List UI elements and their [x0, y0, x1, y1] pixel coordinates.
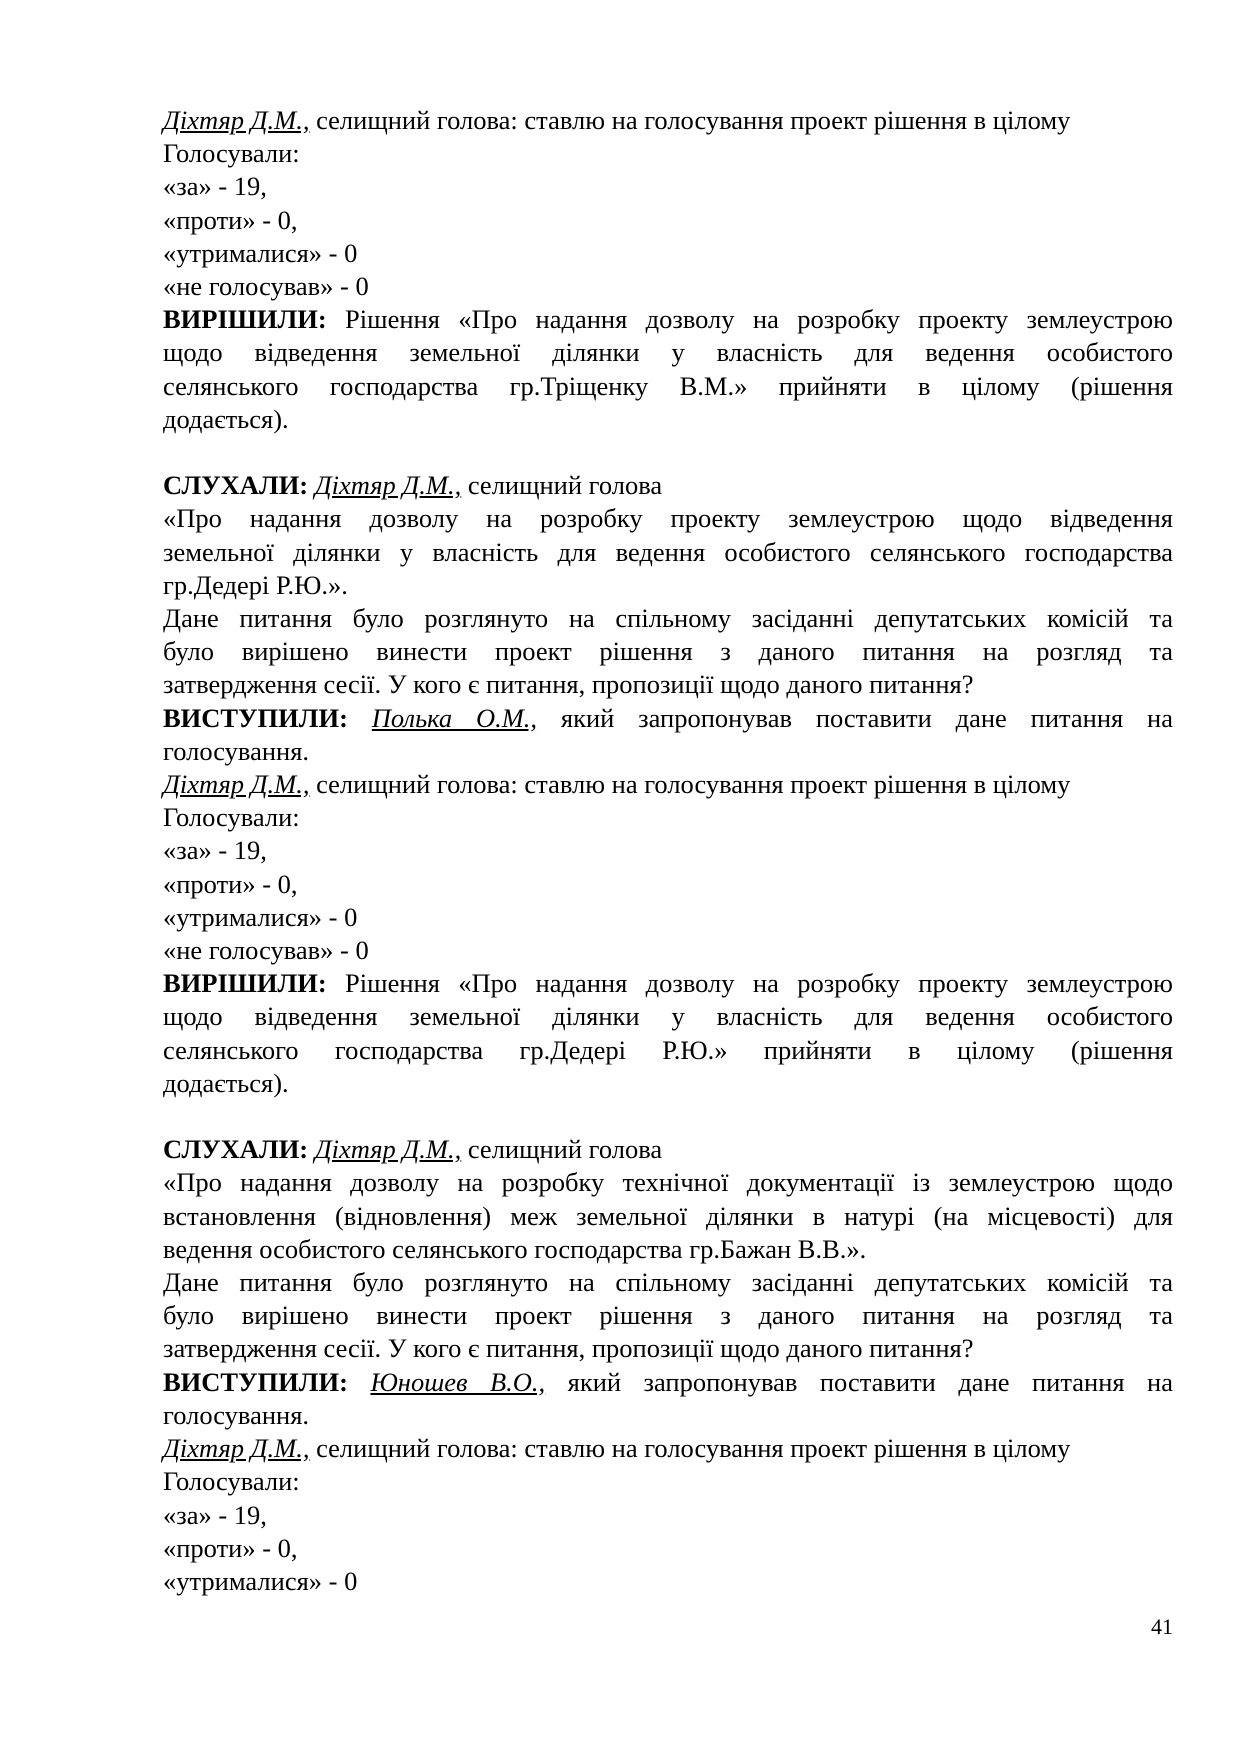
vote-abstained: «утрималися» - 0 [163, 237, 358, 268]
decision-line-2: щодо відведення земельної ділянки у власність для ведення особистого [163, 1001, 1173, 1032]
heard-name: Діхтяр Д.М., [314, 1134, 462, 1165]
decided-label: ВИРІШИЛИ: [163, 304, 327, 335]
review-line-1: Дане питання було розглянуто на спільному засіданні депутатських комісій та [163, 1267, 1173, 1298]
topic-line-1: «Про надання дозволу на розробку технічної документації із землеустрою щодо [163, 1167, 1173, 1198]
spoke-line-2: голосування. [163, 735, 310, 766]
vote-for: «за» - 19, [163, 1499, 267, 1530]
decision-line-3: селянського господарства гр.Дедері Р.Ю.» прийняти в цілому (рішення [163, 1034, 1173, 1065]
decision-line-3: селянського господарства гр.Тріщенку В.М.» прийняти в цілому (рішення [163, 370, 1173, 401]
chair-statement [163, 1432, 1173, 1465]
review-line-3: затвердження сесії. У кого є питання, пропозиції щодо даного питання? [163, 1333, 974, 1364]
review-line-2: було вирішено винести проект рішення з даного питання на розгляд та [163, 636, 1173, 667]
speaker-text: селищний голова: ставлю на голосування проект рішення в цілому [309, 1433, 1071, 1464]
voted-label: Голосували: [163, 1466, 300, 1497]
spoke-label: ВИСТУПИЛИ: [163, 1366, 348, 1397]
speaker-name: Діхтяр Д.М., [163, 1433, 310, 1464]
section-bazhan [163, 1133, 1173, 1598]
review-line-2: було вирішено винести проект рішення з даного питання на розгляд та [163, 1300, 1173, 1331]
spoke-name: Полька О.М., [371, 702, 538, 733]
decision-line-1: ВИРІШИЛИ: Рішення «Про надання дозволу на розробку проекту землеустрою [163, 968, 1173, 999]
heard-name: Діхтяр Д.М., [314, 470, 462, 501]
voted-label: Голосували: [163, 138, 300, 169]
chair-statement [163, 768, 1173, 801]
speaker-text: селищний голова: ставлю на голосування проект рішення в цілому [309, 105, 1071, 135]
decision-line-4: додається). [163, 1067, 289, 1098]
speaker-text: селищний голова: ставлю на голосування проект рішення в цілому [309, 769, 1071, 800]
speaker-name: Діхтяр Д.М., [163, 769, 310, 800]
spoke-line-1: ВИСТУПИЛИ: Юношев В.О., який запропонував поставити дане питання на [163, 1366, 1173, 1397]
vote-against: «проти» - 0, [163, 1532, 298, 1563]
speaker-name: Діхтяр Д.М., [163, 105, 310, 135]
heard-line [163, 469, 1173, 502]
topic-line-3: ведення особистого селянського господарства гр.Бажан В.В.». [163, 1233, 867, 1264]
vote-abstained: «утрималися» - 0 [163, 1565, 358, 1596]
vote-against: «проти» - 0, [163, 204, 298, 235]
page-number: 41 [1151, 1614, 1173, 1639]
heard-label: СЛУХАЛИ: [163, 1134, 309, 1165]
topic-line-1: «Про надання дозволу на розробку проекту землеустрою щодо відведення [163, 503, 1173, 534]
heard-line [163, 1133, 1173, 1166]
section-gap [163, 436, 1173, 469]
voted-label: Голосували: [163, 802, 300, 833]
section-gap [163, 1100, 1173, 1133]
section-dederi [163, 469, 1173, 1100]
vote-abstained: «утрималися» - 0 [163, 901, 358, 932]
topic-line-2: встановлення (відновлення) меж земельної ділянки в натурі (на місцевості) для [163, 1200, 1173, 1231]
chair-statement [163, 104, 1173, 137]
decision-line-2: щодо відведення земельної ділянки у власність для ведення особистого [163, 337, 1173, 368]
spoke-name: Юношев В.О., [370, 1366, 546, 1397]
heard-role: селищний голова [461, 470, 663, 501]
document-page [163, 104, 1173, 1598]
vote-for: «за» - 19, [163, 171, 267, 202]
vote-not-voted: «не голосував» - 0 [163, 935, 369, 966]
decision-line-4: додається). [163, 403, 289, 434]
spoke-line-2: голосування. [163, 1399, 310, 1430]
heard-role: селищний голова [461, 1134, 663, 1165]
review-line-1: Дане питання було розглянуто на спільному засіданні депутатських комісій та [163, 603, 1173, 634]
decided-label: ВИРІШИЛИ: [163, 968, 327, 999]
section-vote-trishchenko [163, 104, 1173, 436]
vote-against: «проти» - 0, [163, 868, 298, 899]
vote-for: «за» - 19, [163, 835, 267, 866]
topic-line-2: земельної ділянки у власність для ведення особистого селянського господарства [163, 536, 1173, 567]
spoke-line-1: ВИСТУПИЛИ: Полька О.М., який запропонував поставити дане питання на [163, 702, 1173, 733]
decision-line-1: ВИРІШИЛИ: Рішення «Про надання дозволу на розробку проекту землеустрою [163, 304, 1173, 335]
vote-not-voted: «не голосував» - 0 [163, 271, 369, 302]
heard-label: СЛУХАЛИ: [163, 470, 309, 501]
spoke-label: ВИСТУПИЛИ: [163, 702, 348, 733]
review-line-3: затвердження сесії. У кого є питання, пропозиції щодо даного питання? [163, 669, 974, 700]
topic-line-3: гр.Дедері Р.Ю.». [163, 569, 348, 600]
